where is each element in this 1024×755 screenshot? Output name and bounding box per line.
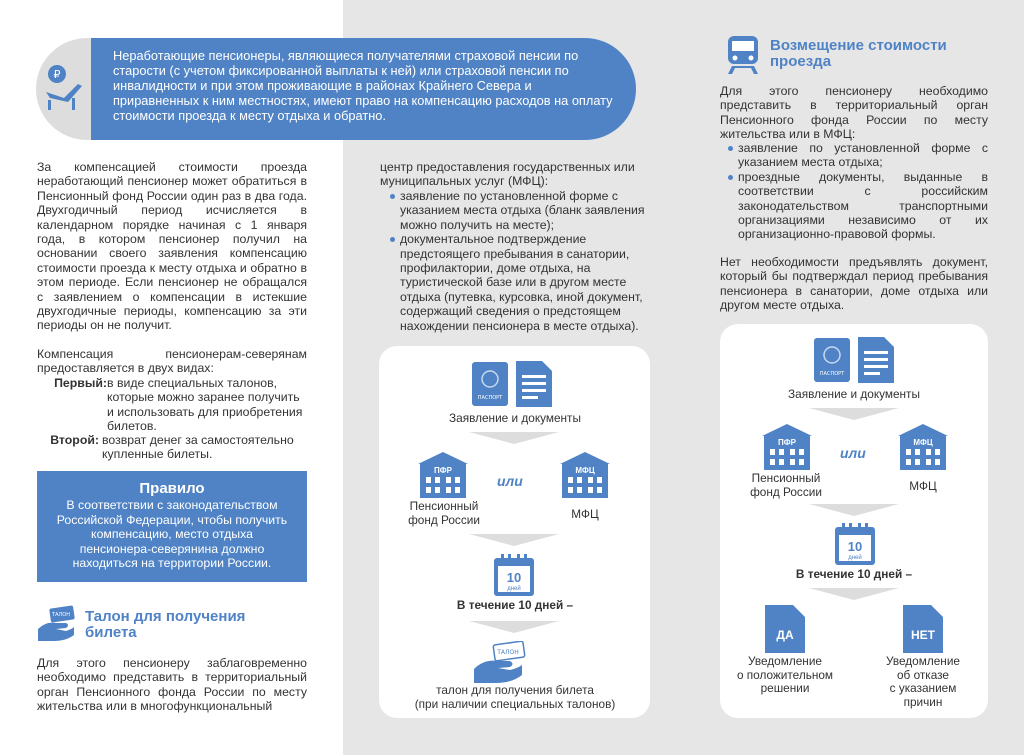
mid-pfr-caption: Пенсионный фонд России <box>408 499 480 527</box>
svg-text:МФЦ: МФЦ <box>913 438 933 447</box>
pfr-building-icon <box>762 424 812 470</box>
svg-text:МФЦ: МФЦ <box>575 466 595 475</box>
mfc-building-icon <box>560 452 610 498</box>
right-pfr-caption: Пенсионный фонд России <box>750 471 822 499</box>
talon-heading: Талон для получения билета <box>85 608 246 641</box>
flow-arrow <box>809 588 899 600</box>
list-item: заявление по установленной форме с указанием места отдыха; <box>726 141 988 170</box>
calendar-icon <box>835 523 875 565</box>
svg-text:10: 10 <box>506 570 522 585</box>
left-paragraph-1: За компенсацией стоимости проезда неработающий пенсионер может обратиться в Пенсионный фонд России один раз в два года. Двухгодичный период исчисляется в календарном порядке начиная с 1 января года, в котором пенсионер получил на основании своего заявления компенсацию стоимости проезда к месту отдыха и обратно в этом периоде. Если пенсионер не обращался с заявлением о компенсации в истекшие двухгодичные периоды, компенсацию за эти периоды он не получит. <box>37 160 307 333</box>
rule-title: Правило <box>139 480 205 497</box>
right-mfc-caption: МФЦ <box>909 479 937 493</box>
right-bullet-list <box>726 141 988 242</box>
intro-banner <box>36 38 636 140</box>
right-within-label: В течение 10 дней – <box>795 567 913 581</box>
or-label: или <box>840 445 866 461</box>
no-caption: Уведомление об отказе с указанием причин <box>886 654 960 709</box>
svg-text:дней: дней <box>848 555 862 561</box>
yes-document-icon <box>765 605 805 653</box>
left-paragraph-2: Компенсация пенсионерам-северянам предоставляется в двух видах: <box>37 347 307 376</box>
calendar-icon <box>494 554 534 596</box>
list-item: документальное подтверждение предстоящего пребывания в санатории, профилактории, доме отдыха, на туристической базе или в другом месте отдыха (путевка, курсовка, иной документ, содержащий сведения о предстоящем нахождении пенсионера в месте отдыха). <box>388 232 650 333</box>
mfc-building-icon <box>898 424 948 470</box>
svg-text:₽: ₽ <box>53 68 61 81</box>
hand-ticket-icon <box>472 641 528 685</box>
svg-text:ПАСПОРТ: ПАСПОРТ <box>477 395 503 401</box>
list-item: заявление по установленной форме с указанием места отдыха (бланк заявления можно получить на месте); <box>388 189 650 232</box>
passport-icon <box>472 362 508 406</box>
svg-text:ПФР: ПФР <box>434 466 452 475</box>
rule-box <box>37 471 307 582</box>
flow-arrow <box>469 534 559 546</box>
train-icon <box>726 36 760 74</box>
hand-ticket-icon <box>36 605 76 643</box>
first-label: Первый: <box>54 376 107 390</box>
second-text: возврат денег за самостоятельно купленные билеты. <box>102 433 294 462</box>
rule-text: В соответствии с законодательством Российской Федерации, чтобы получить компенсацию, место отдыха пенсионера-северянина должно находиться на территории России. <box>56 498 288 571</box>
mid-docs-caption: Заявление и документы <box>449 411 581 425</box>
svg-text:ДА: ДА <box>776 628 794 642</box>
refund-heading: Возмещение стоимости проезда <box>770 37 947 70</box>
svg-text:ПФР: ПФР <box>778 438 796 447</box>
flow-arrow <box>469 621 559 633</box>
flow-arrow <box>809 504 899 516</box>
list-item: проездные документы, выданные в соответствии с российским законодательством транспортными организациями независимо от их организационно-правовой формы. <box>726 170 988 242</box>
svg-text:ТАЛОН: ТАЛОН <box>52 612 70 618</box>
right-paragraph-2: Нет необходимости предъявлять документ, который бы подтверждал период пребывания пенсионера в санатории, доме отдыха или другом месте отдыха. <box>720 255 988 313</box>
left-paragraph-3: Для этого пенсионеру заблаговременно необходимо представить в территориальный орган Пенсионного фонда России по месту жительства или в многофункциональный <box>37 656 307 714</box>
mid-result-caption: талон для получения билета (при наличии специальных талонов) <box>414 683 616 711</box>
svg-text:НЕТ: НЕТ <box>911 628 935 642</box>
second-label: Второй: <box>50 433 99 447</box>
no-document-icon <box>903 605 943 653</box>
pfr-building-icon <box>418 452 468 498</box>
mid-continuation: центр предоставления государственных или муниципальных услуг (МФЦ): <box>380 160 635 189</box>
flow-arrow <box>809 408 899 420</box>
or-label: или <box>497 473 523 489</box>
svg-text:дней: дней <box>507 586 521 592</box>
passport-icon <box>814 338 850 382</box>
flow-arrow <box>469 432 559 444</box>
first-text: в виде специальных талонов, которые можно заранее получить и использовать для приобретения билетов. <box>107 376 303 434</box>
mid-mfc-caption: МФЦ <box>571 507 599 521</box>
svg-text:ПАСПОРТ: ПАСПОРТ <box>819 371 845 377</box>
mid-bullet-list <box>388 189 650 333</box>
document-icon <box>516 361 552 407</box>
svg-text:10: 10 <box>847 539 863 554</box>
right-docs-caption: Заявление и документы <box>788 387 920 401</box>
deckchair-icon <box>42 62 92 112</box>
banner-text: Неработающие пенсионеры, являющиеся получателями страховой пенсии по старости (с учетом фиксированной выплаты к ней) или страховой пенсии по инвалидности и при этом проживающие в районах Крайнего Севера и приравненных к ним местностях, имеют право на компенсацию расходов на оплату стоимости проезда к месту отдыха и обратно. <box>91 38 636 140</box>
yes-caption: Уведомление о положительном решении <box>736 654 834 696</box>
svg-text:ТАЛОН: ТАЛОН <box>497 649 519 656</box>
document-icon <box>858 337 894 383</box>
right-paragraph-1: Для этого пенсионеру необходимо представить в территориальный орган Пенсионного фонда России по месту жительства или в МФЦ: <box>720 84 988 142</box>
mid-within-label: В течение 10 дней – <box>456 598 574 612</box>
